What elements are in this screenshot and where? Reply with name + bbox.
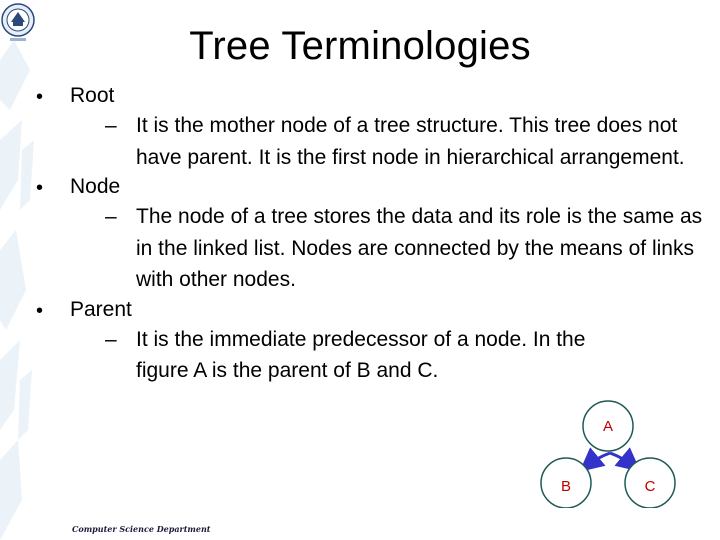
- tree-node-c-label: C: [644, 478, 656, 495]
- description-root: [105, 110, 711, 173]
- tree-node-a: [583, 401, 633, 451]
- tree-node-b-label: B: [560, 478, 572, 495]
- term-node: Node: [70, 175, 121, 198]
- tree-diagram: [530, 398, 690, 508]
- description-node: [105, 201, 711, 296]
- tree-node-a-label: A: [602, 418, 614, 435]
- dash-marker: –: [105, 327, 117, 351]
- description-parent: [105, 324, 596, 387]
- bullet-item-parent: [36, 296, 696, 387]
- tree-node-c: [625, 458, 675, 508]
- bullet-item-node: [36, 173, 703, 296]
- tree-node-b: [541, 458, 591, 508]
- term-root: Root: [70, 84, 115, 107]
- description-node-text: The node of a tree stores the data and its role is the same as in the linked list. Nodes are connected by the means of links with other nodes.: [136, 205, 703, 291]
- footer-department: Computer Science Department: [72, 524, 211, 534]
- dash-marker: –: [105, 205, 117, 228]
- bullet-marker: •: [36, 86, 44, 108]
- description-root-text: It is the mother node of a tree structure. This tree does not have parent. It is the first node in hierarchical arrangement.: [136, 114, 685, 169]
- bullet-marker: •: [36, 299, 44, 322]
- bullet-list: [36, 82, 703, 387]
- description-parent-text: It is the immediate predecessor of a node. In the figure A is the parent of B and C.: [136, 327, 586, 382]
- bullet-item-root: [36, 82, 696, 173]
- tree-edge-a-b: [584, 453, 610, 468]
- term-parent: Parent: [70, 297, 132, 321]
- dash-marker: –: [105, 114, 117, 137]
- bullet-marker: •: [36, 177, 44, 199]
- slide-title: Tree Terminologies: [189, 24, 531, 68]
